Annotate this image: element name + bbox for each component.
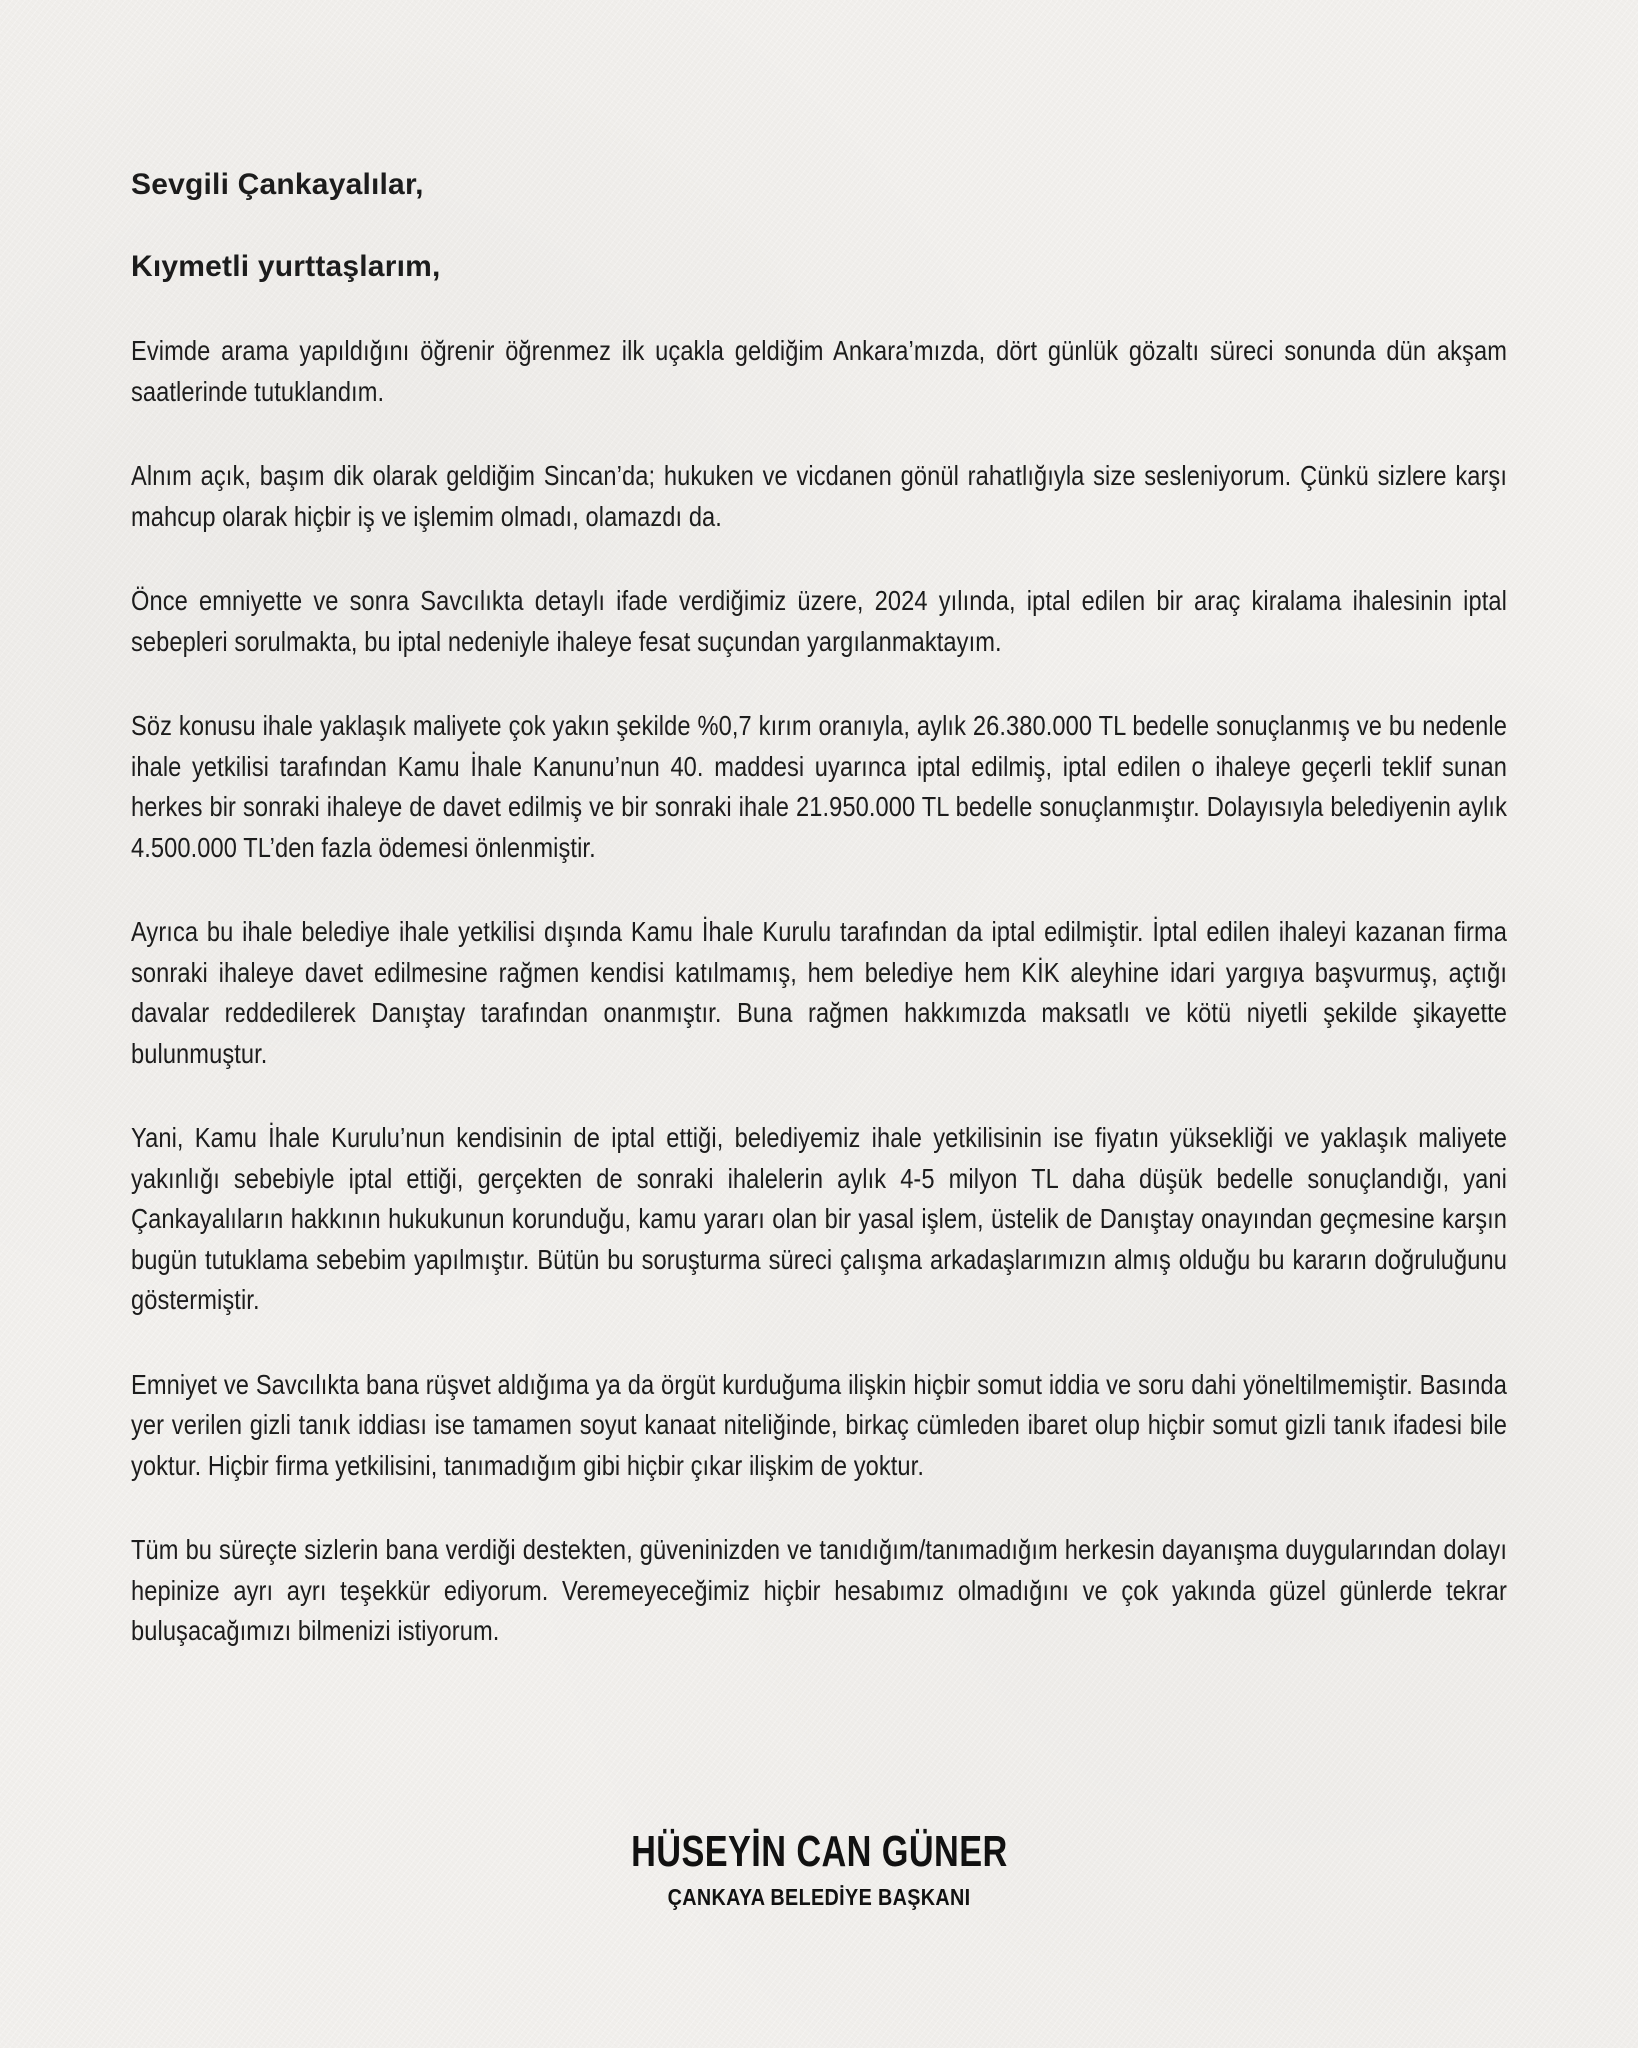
- paragraph-4: Söz konusu ihale yaklaşık maliyete çok yakın şekilde %0,7 kırım oranıyla, aylık 26.380.000 TL bedelle sonuçlanmış ve bu nedenle ihale yetkilisi tarafından Kamu İhale Kanunu’nun 40. maddesi uyarınca iptal edilmiş, iptal edilen o ihaleye geçerli teklif sunan herkes bir sonraki ihaleye de davet edilmiş ve bir sonraki ihale 21.950.000 TL bedelle sonuçlanmıştır. Dolayısıyla belediyenin aylık 4.500.000 TL’den fazla ödemesi önlenmiştir.: [131, 710, 1507, 863]
- signature-block: [0, 1826, 1638, 1912]
- salutation-greeting: Sevgili Çankayalılar,: [131, 168, 424, 201]
- paragraph-7: Emniyet ve Savcılıkta bana rüşvet aldığıma ya da örgüt kurduğuma ilişkin hiçbir somut iddia ve soru dahi yöneltilmemiştir. Basında yer verilen gizli tanık iddiası ise tamamen soyut kanaat niteliğinde, birkaç cümleden ibaret olup hiçbir somut gizli tanık ifadesi bile yoktur. Hiçbir firma yetkilisini, tanımadığım gibi hiçbir çıkar ilişkim de yoktur.: [131, 1368, 1507, 1481]
- salutation-address: Kıymetli yurttaşlarım,: [131, 250, 441, 283]
- paragraph-3: Önce emniyette ve sonra Savcılıkta detaylı ifade verdiğimiz üzere, 2024 yılında, iptal edilen bir araç kiralama ihalesinin iptal sebepleri sorulmakta, bu iptal nedeniyle ihaleye fesat suçundan yargılanmaktayım.: [131, 585, 1507, 657]
- paragraph-5: Ayrıca bu ihale belediye ihale yetkilisi dışında Kamu İhale Kurulu tarafından da iptal edilmiştir. İptal edilen ihaleyi kazanan firma sonraki ihaleye davet edilmesine rağmen kendisi katılmamış, hem belediye hem KİK aleyhine idari yargıya başvurmuş, açtığı davalar reddedilerek Danıştay tarafından onanmıştır. Buna rağmen hakkımızda maksatlı ve kötü niyetli şekilde şikayette bulunmuştur.: [131, 916, 1507, 1069]
- signatory-title-wrapper: [0, 1882, 1638, 1912]
- paragraph-6: Yani, Kamu İhale Kurulu’nun kendisinin de iptal ettiği, belediyemiz ihale yetkilisinin ise fiyatın yüksekliği ve yaklaşık maliyete yakınlığı sebebiyle iptal ettiği, gerçekten de sonraki ihalelerin aylık 4-5 milyon TL daha düşük bedelle sonuçlandığı, yani Çankayalıların hakkının hukukunun korunduğu, kamu yararı olan bir yasal işlem, üstelik de Danıştay onayından geçmesine karşın bugün tutuklama sebebim yapılmıştır. Bütün bu soruşturma süreci çalışma arkadaşlarımızın almış olduğu bu kararın doğruluğunu göstermiştir.: [131, 1122, 1507, 1315]
- paragraph-1: Evimde arama yapıldığını öğrenir öğrenmez ilk uçakla geldiğim Ankara’mızda, dört günlük gözaltı süreci sonunda dün akşam saatlerinde tutuklandım.: [131, 335, 1507, 407]
- signatory-name: HÜSEYİN CAN GÜNER: [630, 1827, 1008, 1876]
- signatory-title: ÇANKAYA BELEDİYE BAŞKANI: [667, 1884, 971, 1910]
- paragraph-8: Tüm bu süreçte sizlerin bana verdiği destekten, güveninizden ve tanıdığım/tanımadığım herkesin dayanışma duygularından dolayı hepinize ayrı ayrı teşekkür ediyorum. Veremeyeceğimiz hiçbir hesabımız olmadığını ve çok yakında güzel günlerde tekrar buluşacağımızı bilmenizi istiyorum.: [131, 1534, 1507, 1646]
- letter-body: [131, 166, 1507, 1696]
- paragraph-2: Alnım açık, başım dik olarak geldiğim Sincan’da; hukuken ve vicdanen gönül rahatlığıyla size sesleniyorum. Çünkü sizlere karşı mahcup olarak hiçbir iş ve işlemim olmadı, olamazdı da.: [131, 460, 1507, 532]
